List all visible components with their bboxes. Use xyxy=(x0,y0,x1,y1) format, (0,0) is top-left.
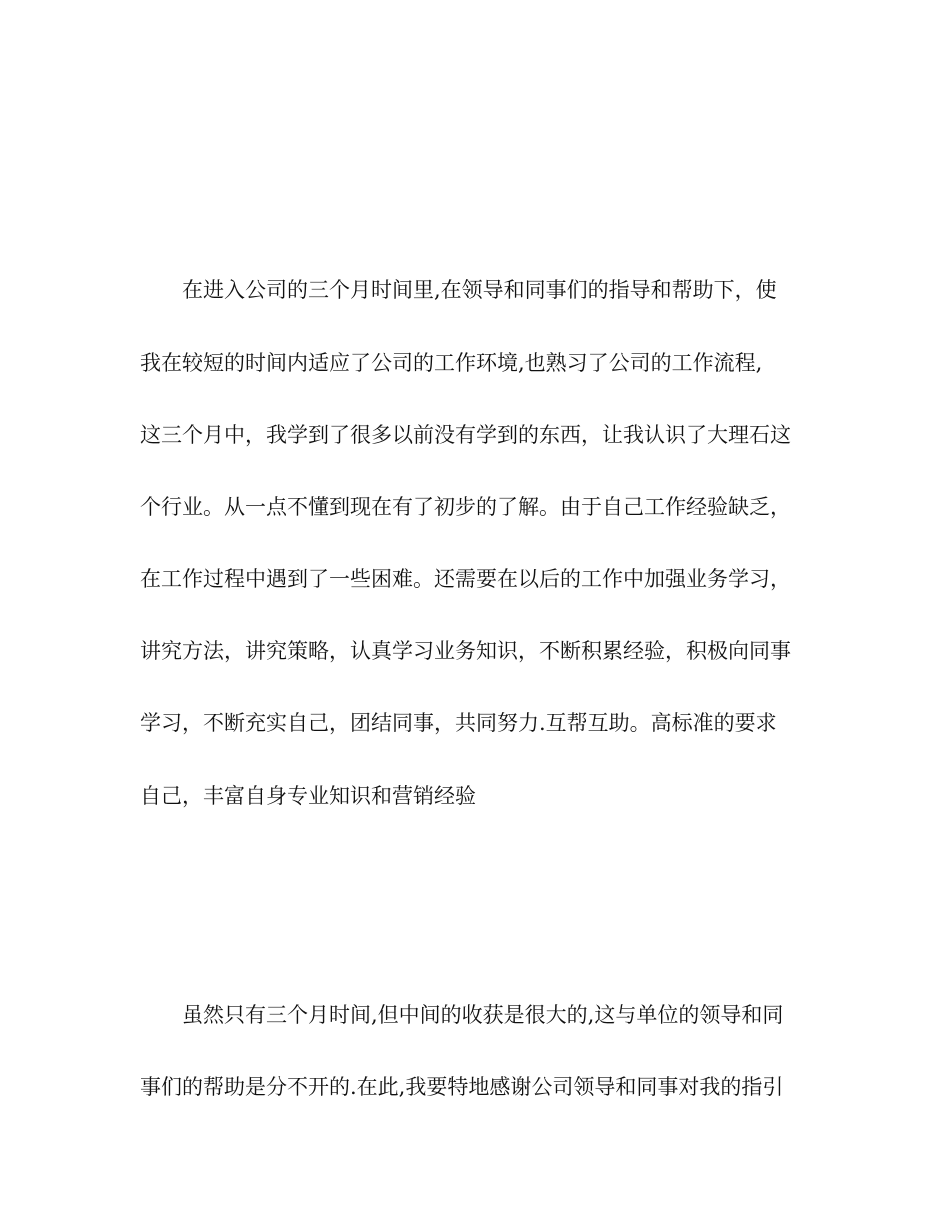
paragraph-line: 讲究方法，讲究策略，认真学习业务知识，不断积累经验，积极向同事 xyxy=(140,639,791,663)
paragraph-line: 个行业。从一点不懂到现在有了初步的了解。由于自己工作经验缺乏， xyxy=(140,495,791,519)
paragraph-line: 学习，不断充实自己，团结同事，共同努力.互帮互助。高标准的要求 xyxy=(140,711,777,735)
paragraph-line: 在进入公司的三个月时间里,在领导和同事们的指导和帮助下，使 xyxy=(182,278,777,302)
paragraph-line: 这三个月中，我学到了很多以前没有学到的东西，让我认识了大理石这 xyxy=(140,423,791,447)
paragraph-line: 我在较短的时间内适应了公司的工作环境,也熟习了公司的工作流程, xyxy=(140,351,763,375)
paragraph-line: 事们的帮助是分不开的.在此,我要特地感谢公司领导和同事对我的指引 xyxy=(140,1075,784,1099)
paragraph-line: 自己，丰富自身专业知识和营销经验 xyxy=(140,784,476,808)
paragraph-line: 虽然只有三个月时间,但中间的收获是很大的,这与单位的领导和同 xyxy=(182,1003,784,1027)
paragraph-line: 在工作过程中遇到了一些困难。还需要在以后的工作中加强业务学习， xyxy=(140,567,791,591)
